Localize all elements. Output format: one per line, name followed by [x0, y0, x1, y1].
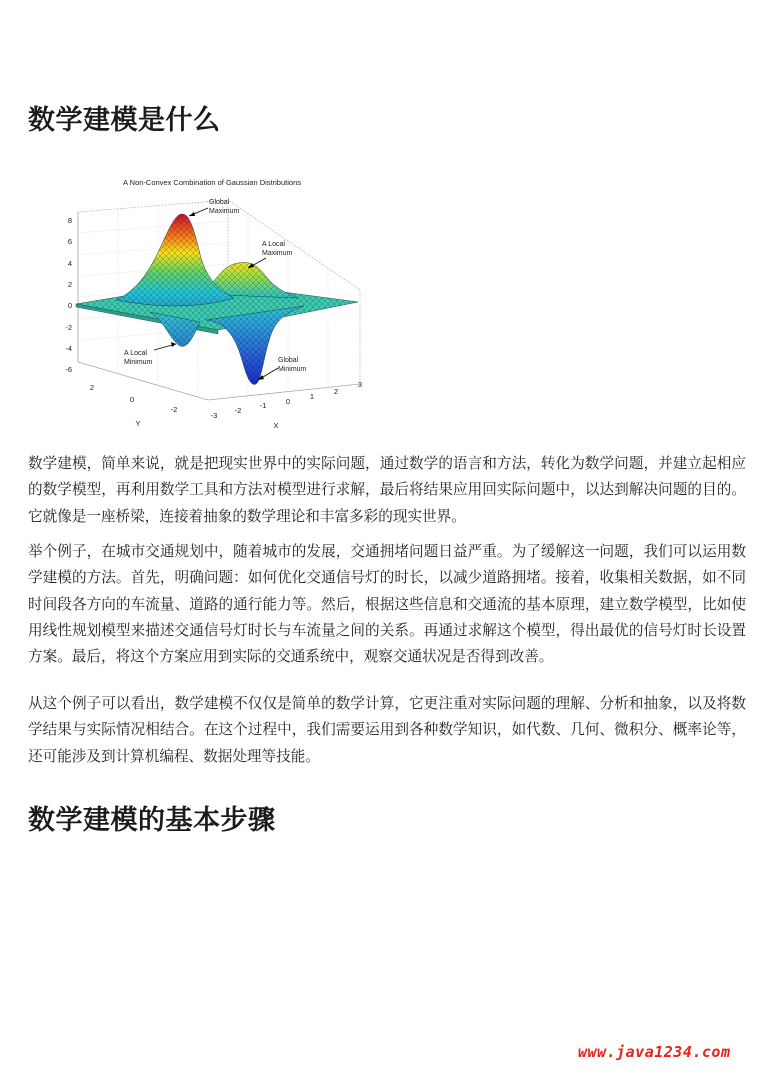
y-tick: 2	[89, 383, 95, 392]
label-global: Global	[278, 357, 299, 364]
y-tick: -2	[170, 405, 178, 414]
y-axis-label: Y	[135, 419, 141, 428]
annotation-global-minimum	[258, 357, 307, 380]
z-tick: 8	[67, 216, 72, 225]
x-tick: 3	[357, 380, 363, 389]
z-tick: -6	[65, 365, 72, 374]
label-maximum: Maximum	[209, 208, 240, 215]
surface-plot	[58, 172, 370, 434]
paragraph-definition: 数学建模，简单来说，就是把现实世界中的实际问题，通过数学的语言和方法，转化为数学问题，并建立起相应的数学模型，再利用数学工具和方法对模型进行求解，最后将结果应用回实际问题中，以达到解决问题的目的。它就像是一座桥梁，连接着抽象的数学理论和丰富多彩的现实世界。	[28, 455, 746, 525]
label-global: Global	[209, 199, 230, 206]
paragraph-example: 举个例子，在城市交通规划中，随着城市的发展，交通拥堵问题日益严重。为了缓解这一问题，我们可以运用数学建模的方法。首先，明确问题：如何优化交通信号灯的时长，以减少道路拥堵。接着，收集相关数据，如不同时间段各方向的车流量、道路的通行能力等。然后，根据这些信息和交通流的基本原理，建立数学模型，比如使用线性规划模型来描述交通信号灯时长与车流量之间的关系。再通过求解这个模型，得出最优的信号灯时长设置方案。最后，将这个方案应用到实际的交通系统中，观察交通状况是否得到改善。	[28, 543, 746, 666]
x-axis-label: X	[273, 421, 279, 430]
label-a-local: A Local	[124, 350, 147, 357]
z-tick: -4	[65, 344, 72, 353]
figure-title: A Non-Convex Combination of Gaussian Distributions	[122, 178, 302, 187]
z-tick: 4	[67, 259, 72, 268]
z-axis	[65, 216, 72, 374]
label-maximum: Maximum	[262, 250, 293, 257]
x-axis	[211, 380, 362, 430]
watermark-url: www.java1234.com	[578, 1043, 731, 1061]
annotation-local-maximum	[248, 241, 293, 268]
z-tick: 6	[67, 237, 72, 246]
z-tick: -2	[65, 323, 72, 332]
z-tick: 0	[67, 301, 72, 310]
annotation-global-maximum	[189, 199, 240, 216]
section-title-basic-steps: 数学建模的基本步骤	[28, 805, 276, 836]
z-tick: 2	[67, 280, 72, 289]
label-minimum: Minimum	[278, 366, 307, 373]
x-tick: -3	[210, 411, 218, 420]
annotation-local-minimum	[124, 342, 176, 366]
x-tick: -1	[259, 401, 267, 410]
section-title-what-is-modeling: 数学建模是什么	[28, 105, 221, 136]
y-tick: 0	[129, 395, 135, 404]
x-tick: -2	[234, 406, 242, 415]
label-a-local: A Local	[262, 241, 285, 248]
x-tick: 2	[333, 387, 339, 396]
x-tick: 0	[285, 397, 291, 406]
label-minimum: Minimum	[124, 359, 153, 366]
y-axis	[90, 383, 177, 428]
gaussian-surface-figure	[58, 172, 370, 434]
x-tick: 1	[309, 392, 315, 401]
paragraph-conclusion: 从这个例子可以看出，数学建模不仅仅是简单的数学计算，它更注重对实际问题的理解、分析和抽象，以及将数学结果与实际情况相结合。在这个过程中，我们需要运用到各种数学知识，如代数、几何、微积分、概率论等，还可能涉及到计算机编程、数据处理等技能。	[28, 695, 746, 765]
